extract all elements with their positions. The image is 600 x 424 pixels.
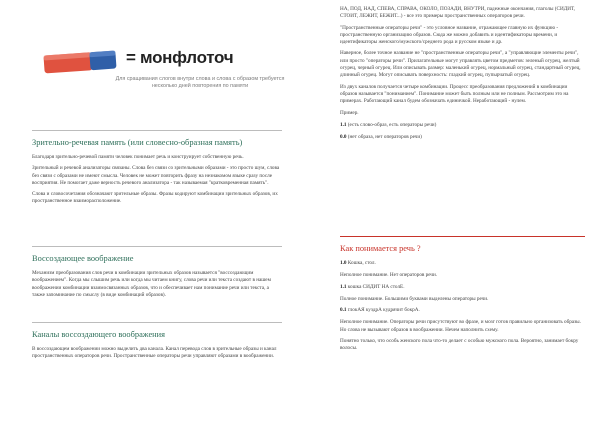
example-code: 1.0 [340,260,347,266]
eraser-icon [40,48,120,76]
example-code: 1.1 [340,283,347,290]
operators-text [340,6,585,146]
example-code: 0.1 [340,307,347,314]
section-title: Воссоздающее воображение [32,254,134,263]
paragraph: Зрительный и речевой анализаторы связаны. Слова без связи со зрительными образами - это просто шум, слова без связи с образами не имеют смысла. Человек не может повторить фразу на незнакомом языке сразу после восприятия. Не помогает даже верность речевого анализатора - так называемая "кратковременная память". [32,165,280,186]
example-text: глокАЯ куздрА кудрячит бокрА. [347,307,420,314]
right-page [300,0,600,424]
example-item [340,122,585,129]
paragraph: В воссоздающем воображении можно выделить два канала. Канал перевода слов в зрительные образы и канал пространственных операторов речи. Пространственные операторы речи управляют образами в воображении. [32,346,277,360]
example-text: кошка СИДИТ НА столЕ. [347,283,405,290]
section-recreating-imagination [32,242,282,303]
logo-title: = монфлоточ [126,48,234,67]
paragraph: Неполное понимание. Операторы речи присутствуют во фразе, и мозг готов правильно организовать образы. Но слова не вызывают образов в воображении. Нечем наполнить схему. [340,319,581,333]
section-imagination-channels [32,318,282,365]
paragraph: Благодаря зрительно-речевой памяти человек понимает речь и конструирует собственную речь. [32,154,244,160]
paragraph: Из двух каналов получается четыре комбинации. Процесс преобразования предложений в комбинации образов называется "пониманием". Понимание может быть полным или не полным. Рассмотрим это на примерах. Работающий канал будем обозначать единичкой. Неработающий - нулем. [340,83,569,105]
divider [340,236,585,237]
example-item [340,260,585,267]
section-how-speech-understood [340,232,585,357]
paragraph: НА, ПОД, НАД, СПЕВА, СПРАВА, ОКОЛО, ПОЗАДИ, ВНУТРИ, падежные окончания, глаголы (СИДИТ, СТОИТ, ЛЕЖИТ, БЕЖИТ...) - все это примеры пространственных операторов речи. [340,6,575,20]
logo-subtitle: Для сращивания слогов внутри слова и слова с образом требуется несколько дней повторения по памяти [115,76,285,90]
divider [32,246,282,247]
section-title: Как понимается речь ? [340,244,421,253]
example-item [340,134,585,141]
divider [32,322,282,323]
logo [40,42,285,112]
example-code: 0.0 [340,134,347,141]
example-item [340,307,585,314]
paragraph: Слова и словосочетания обозначают зрительные образы. Фразы кодируют комбинации зрительных образов, их пространственное взаиморасположение. [32,191,278,205]
example-text: (нет образа, нет операторов речи) [347,134,422,141]
example-text: Кошка, стол. [347,260,376,266]
paragraph: Понятно только, что особь женского пола что-то делает с особью мужского пола. Вероятно, занимает бокру волосы. [340,338,579,352]
paragraph: Механизм преобразования слов речи в комбинации зрительных образов называется "воссоздающим воображением". Когда мы слышим речь или когда мы читаем книгу, слова речи или текста создают в нашем воображении комбинации взаимосвязанных образов, что и обеспечивает нам понимание речи или текста, а также запоминание по смыслу (в виде комбинаций образов). [32,270,271,298]
paragraph: Наверное, более точное название не "пространственные операторы речи", а "управляющие элементы речи", или просто "операторы речи". Прилагательные могут управлять цветом предметов: зеленый огурец, желтый огурец, черный огурец. Или описывать размер: маленький огурец, нормальный огурец, стандартный огурец, длинный огурец. Могут описывать поверхность: гладкий огурец, пупырчатый огурец. [340,50,581,79]
paragraph: "Пространственные операторы речи" - это условное название, отражающее главную их функцию - пространственную организацию образов. Сюда же можно добавить и идентификаторы времени, и идентификаторы женского/мужского/среднего рода и русском языке и др. [340,24,559,46]
paragraph: Неполное понимание. Нет операторов речи. [340,272,438,279]
example-code: 1.1 [340,121,347,128]
example-label: Пример. [340,109,359,116]
example-text: (есть слово-образ, есть операторы речи) [347,121,437,128]
paragraph: Полное понимание. Большими буквами выделены операторы речи. [340,295,489,302]
example-item [340,284,585,291]
section-title: Зрительно-речевая память (или словесно-образная память) [32,138,243,147]
section-title: Каналы воссоздающего воображения [32,330,165,339]
section-visual-speech-memory [32,126,282,210]
divider [32,130,282,131]
